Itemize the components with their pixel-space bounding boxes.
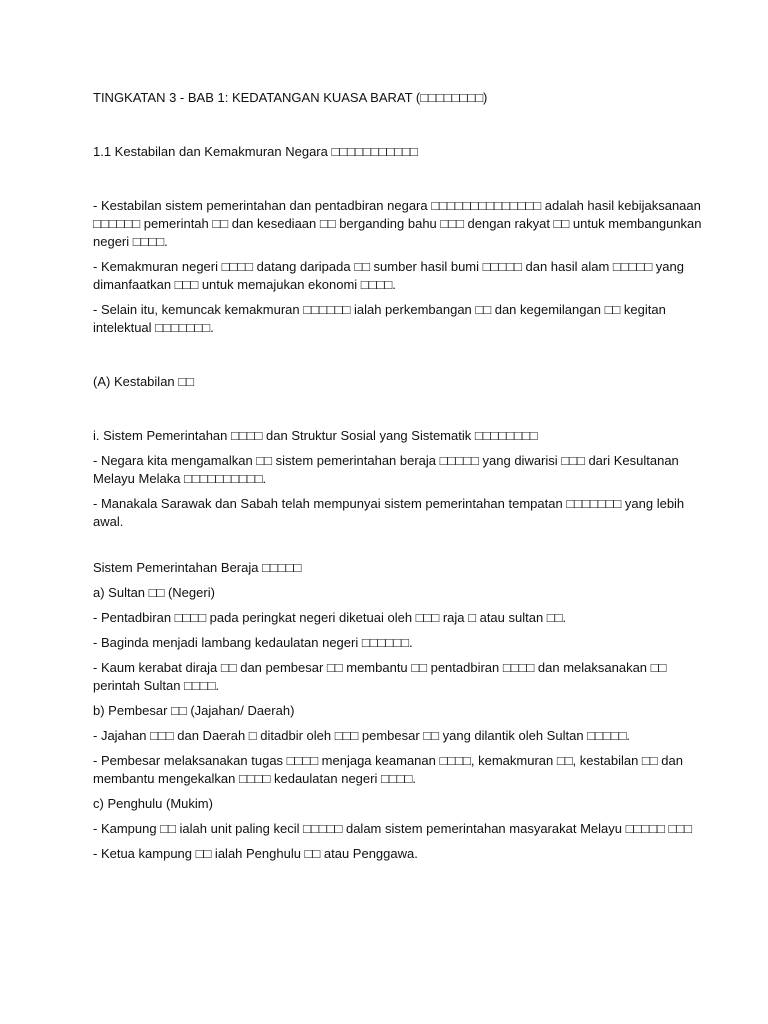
body-paragraph: - Kampung □□ ialah unit paling kecil □□□□□ dalam sistem pemerintahan masyarakat Melayu □□□□□ □□□ <box>93 821 693 836</box>
spacer <box>93 251 708 258</box>
body-paragraph: - Pentadbiran □□□□ pada peringkat negeri diketuai oleh □□□ raja □ atau sultan □□. <box>93 610 567 625</box>
spacer <box>93 577 708 584</box>
spacer <box>93 695 708 702</box>
spacer <box>93 488 708 495</box>
spacer <box>93 294 708 301</box>
intro-paragraph: - Selain itu, kemuncak kemakmuran □□□□□□ ialah perkembangan □□ dan kegemilangan □□ kegitan intelektual □□□□□□□. <box>93 302 666 335</box>
spacer <box>93 445 708 452</box>
body-paragraph: - Ketua kampung □□ ialah Penghulu □□ atau Penggawa. <box>93 846 418 861</box>
body-paragraph: - Jajahan □□□ dan Daerah □ ditadbir oleh □□□ pembesar □□ yang dilantik oleh Sultan □□□□□. <box>93 728 631 743</box>
spacer <box>93 745 708 752</box>
spacer <box>93 652 708 659</box>
spacer <box>93 788 708 795</box>
subheading-pembesar: b) Pembesar □□ (Jajahan/ Daerah) <box>93 703 295 718</box>
body-paragraph: - Pembesar melaksanakan tugas □□□□ menjaga keamanan □□□□, kemakmuran □□, kestabilan □□ dan membantu mengekalkan □□□□ kedaulatan negeri □□□□. <box>93 753 683 786</box>
spacer <box>93 602 708 609</box>
body-paragraph: - Baginda menjadi lambang kedaulatan negeri □□□□□□. <box>93 635 413 650</box>
section-heading-beraja: Sistem Pemerintahan Beraja □□□□□ <box>93 560 302 575</box>
spacer <box>93 107 708 143</box>
spacer <box>93 531 708 559</box>
section-heading-a: (A) Kestabilan □□ <box>93 374 194 389</box>
chapter-title: TINGKATAN 3 - BAB 1: KEDATANGAN KUASA BARAT (□□□□□□□□) <box>93 90 488 105</box>
body-paragraph: - Negara kita mengamalkan □□ sistem pemerintahan beraja □□□□□ yang diwarisi □□□ dari Kesultanan Melayu Melaka □□□□□□□□□□. <box>93 453 679 486</box>
body-paragraph: - Manakala Sarawak dan Sabah telah mempunyai sistem pemerintahan tempatan □□□□□□□ yang lebih awal. <box>93 496 685 529</box>
spacer <box>93 337 708 373</box>
body-paragraph: - Kaum kerabat diraja □□ dan pembesar □□ membantu □□ pentadbiran □□□□ dan melaksanakan □□ perintah Sultan □□□□. <box>93 660 667 693</box>
intro-paragraph: - Kemakmuran negeri □□□□ datang daripada □□ sumber hasil bumi □□□□□ dan hasil alam □□□□□ yang dimanfaatkan □□□ untuk memajukan ekonomi □□□□. <box>93 259 684 292</box>
spacer <box>93 838 708 845</box>
spacer <box>93 627 708 634</box>
subheading-penghulu: c) Penghulu (Mukim) <box>93 796 213 811</box>
section-heading-i: i. Sistem Pemerintahan □□□□ dan Struktur Sosial yang Sistematik □□□□□□□□ <box>93 428 538 443</box>
intro-paragraph: - Kestabilan sistem pemerintahan dan pentadbiran negara □□□□□□□□□□□□□□ adalah hasil kebijaksanaan □□□□□□ pemerintah □□ dan kesediaan □□ berganding bahu □□□ dengan rakyat □□ untuk membangunkan negeri □□□□. <box>93 198 702 249</box>
spacer <box>93 720 708 727</box>
spacer <box>93 161 708 197</box>
section-heading-1-1: 1.1 Kestabilan dan Kemakmuran Negara □□□□□□□□□□□ <box>93 144 418 159</box>
spacer <box>93 813 708 820</box>
subheading-sultan: a) Sultan □□ (Negeri) <box>93 585 215 600</box>
spacer <box>93 391 708 427</box>
